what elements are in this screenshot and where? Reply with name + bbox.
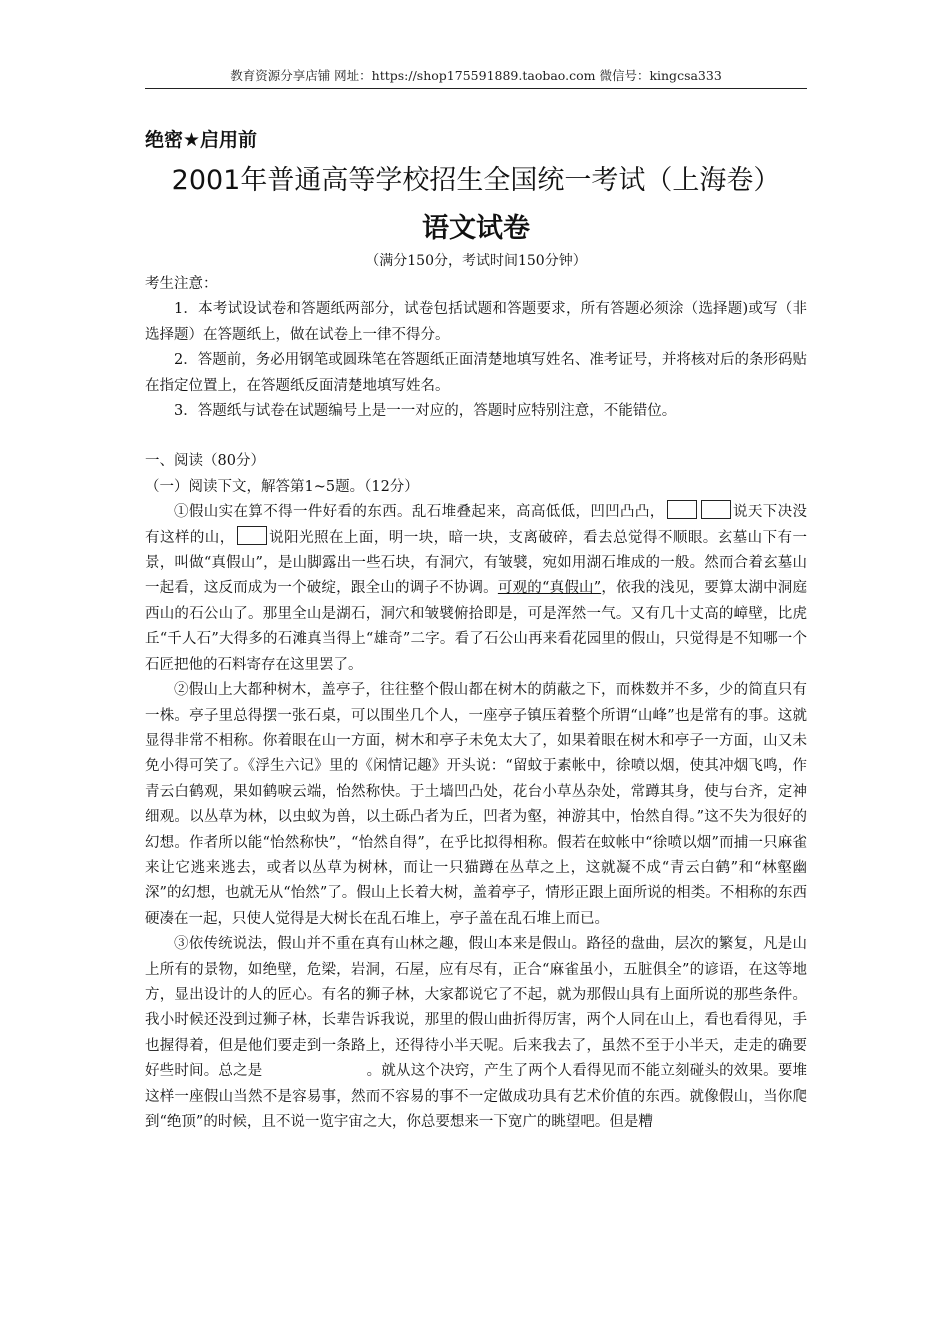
exam-subtitle: 语文试卷	[422, 213, 530, 244]
subsection-heading: （一）阅读下文，解答第1~5题。（12分）	[145, 478, 419, 495]
para1-text-d: ，依我的浅见，要算太湖中洞庭西山的石公山了。那里全山是湖石，洞穴和皱襞俯拾即是，可是浑然一气。又有几十丈高的嶂壁，比虎丘“千人石”大得多的石滩真当得上“雄奇”二字。看了石公山再来看花园里的假山，只觉得是不知哪一个石匠把他的石料寄存在这里罢了。	[145, 580, 808, 673]
answer-blank-box	[237, 526, 267, 545]
answer-blank-box	[667, 500, 697, 519]
para1-text-a: ①假山实在算不得一件好看的东西。乱石堆叠起来，高高低低，凹凹凸凸，	[174, 504, 665, 521]
para3-text-a: ③依传统说法，假山并不重在真有山林之趣，假山本来是假山。路径的盘曲，层次的繁复，凡是山上所有的景物，如绝壁，危梁，岩洞，石屋，应有尽有，正合“麻雀虽小，五脏俱全”的谚语，在这等地方，显出设计的人的匠心。有名的狮子林，大家都说它了不起，就为那假山具有上面所说的那些条件。我小时候还没到过狮子林，长辈告诉我说，那里的假山曲折得厉害，两个人同在山上，看也看得见，手也握得着，但是他们要走到一条路上，还得待小半天呢。后来我去了，虽然不至于小半天，走走的确要好些时间。总之是	[145, 936, 807, 1080]
passage-paragraph-1	[145, 500, 807, 678]
page-header: 教育资源分享店铺 网址：https://shop175591889.taobao.com 微信号：kingcsa333	[145, 66, 807, 89]
para3-text-b: 。就从这个决窍，产生了两个人看得见而不能立刻碰头的效果。要堆这样一座假山当然不是容易事，然而不容易的事不一定做成功具有艺术价值的东西。就像假山，当你爬到“绝顶”的时候，且不说一览宇宙之大，你总要想来一下宽广的眺望吧。但是糟	[145, 1063, 808, 1130]
exam-title: 2001年普通高等学校招生全国统一考试（上海卷）	[171, 165, 781, 196]
notice-label: 考生注意：	[145, 276, 218, 292]
underlined-phrase: 可观的“真假山”	[497, 580, 602, 597]
para1-text-c: 说阳光照在上面，明一块，暗一块，支离破碎，看去总觉得不顺眼。玄墓山下有一景，叫做“真假山”，是山脚露出一些石块，有洞穴，有皱襞，宛如用湖石堆成的一般。然而合着玄墓山一起看，这反而成为一个破绽，跟全山的调子不协调。	[145, 529, 808, 597]
passage-paragraph-2: ②假山上大都种树木，盖亭子，往往整个假山都在树木的荫蔽之下，而株数并不多，少的简直只有一株。亭子里总得摆一张石桌，可以围坐几个人，一座亭子镇压着整个所谓“山峰”也是常有的事。这就显得非常不相称。你着眼在山一方面，树木和亭子未免太大了，如果着眼在树木和亭子一方面，山又未免小得可笑了。《浮生六记》里的《闲情记趣》开头说：“留蚊于素帐中，徐喷以烟，使其冲烟飞鸣，作青云白鹤观，果如鹤唳云端，怡然称快。于土墙凹凸处，花台小草丛杂处，常蹲其身，使与台齐，定神细观。以丛草为林，以虫蚁为兽，以土砾凸者为丘，凹者为壑，神游其中，怡然自得。”这不失为很好的幻想。作者所以能“怡然称快”，“怡然自得”，在乎比拟得相称。假若在蚊帐中“徐喷以烟”而捕一只麻雀来让它逃来逃去，或者以丛草为树林，而让一只猫蹲在丛草之上，这就凝不成“青云白鹤”和“林壑幽深”的幻想，也就无从“怡然”了。假山上长着大树，盖着亭子，情形正跟上面所说的相类。不相称的东西硬凑在一起，只使人觉得是大树长在乱石堆上，亭子盖在乱石堆上而已。	[145, 682, 807, 927]
section-gap	[145, 424, 807, 449]
confidential-label: 绝密★启用前	[145, 129, 258, 151]
answer-blank-box	[701, 500, 731, 519]
para1-text-b: 说天下决没有这样的山，	[145, 504, 807, 546]
passage-paragraph-3	[145, 932, 807, 1135]
section-heading: 一、阅读（80分）	[145, 453, 265, 470]
notice-item-1: 1．本考试设试卷和答题纸两部分，试卷包括试题和答题要求，所有答题必须涂（选择题)或写（非选择题）在答题纸上，做在试卷上一律不得分。	[145, 301, 807, 343]
exam-body	[145, 272, 807, 1135]
notice-item-3: 3．答题纸与试卷在试题编号上是一一对应的，答题时应特别注意，不能错位。	[174, 403, 677, 420]
notice-item-2: 2．答题前，务必用钢笔或圆珠笔在答题纸正面清楚地填写姓名、准考证号，并将核对后的条形码贴在指定位置上，在答题纸反面清楚地填写姓名。	[145, 352, 807, 394]
score-info: （满分150分，考试时间150分钟）	[365, 253, 587, 269]
